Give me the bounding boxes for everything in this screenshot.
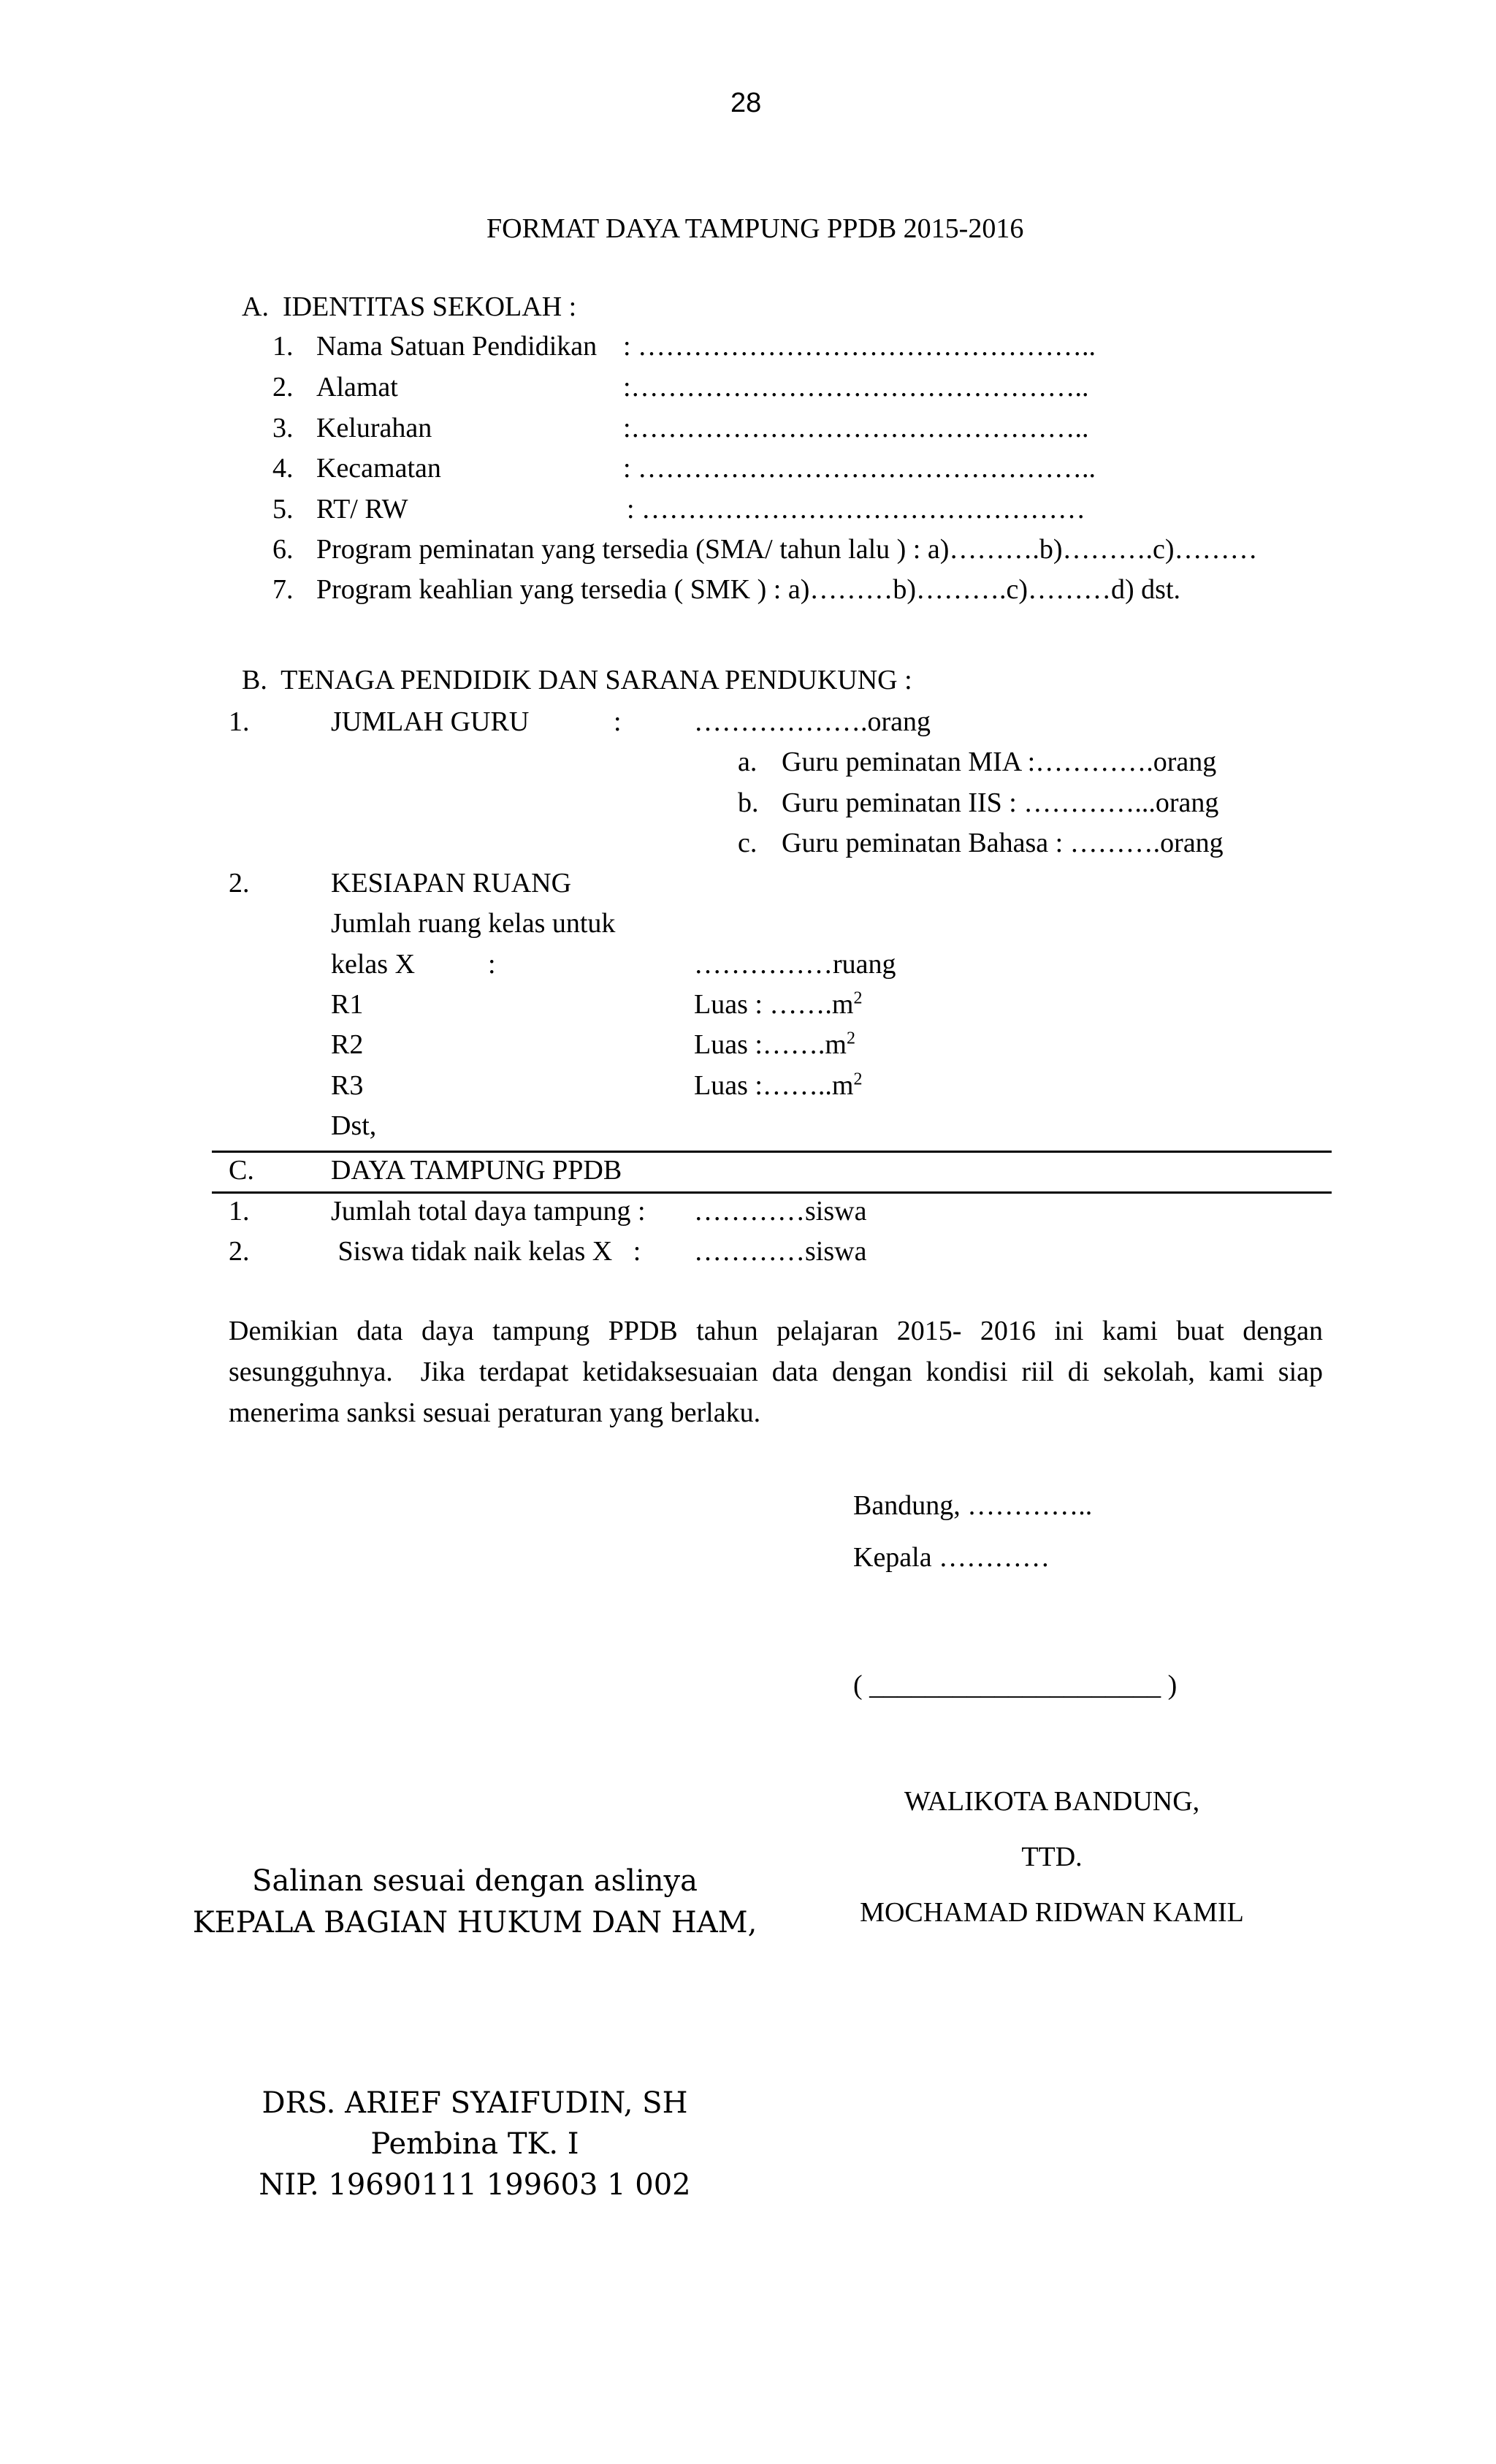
- room-name: R2: [331, 1029, 364, 1060]
- list-item-number: 2.: [272, 372, 294, 403]
- closing-line: sesungguhnya. Jika terdapat ketidaksesuaian data dengan kondisi riil di sekolah, kami siap: [229, 1357, 1323, 1387]
- guru-sub-letter: b.: [738, 787, 759, 818]
- guru-value: ……………….orang: [694, 706, 931, 737]
- table-row-value: …………siswa: [694, 1196, 867, 1227]
- table-row-label: Jumlah total daya tampung :: [331, 1196, 646, 1227]
- walikota-ttd: TTD.: [1021, 1842, 1083, 1872]
- room-dst: Dst,: [331, 1110, 377, 1141]
- table-header-rule: [212, 1191, 1332, 1194]
- section-c-heading: DAYA TAMPUNG PPDB: [331, 1155, 622, 1186]
- section-a-heading: A. IDENTITAS SEKOLAH :: [242, 291, 577, 322]
- list-item-value: : …………………………………………: [627, 494, 1086, 525]
- ruang-label: KESIAPAN RUANG: [331, 868, 572, 899]
- guru-colon: :: [614, 706, 622, 737]
- list-item-label: Program peminatan yang tersedia (SMA/ tahun lalu ) : a)……….b)……….c)………: [316, 534, 1258, 565]
- list-item-label: Alamat: [316, 372, 398, 403]
- table-row-value: …………siswa: [694, 1236, 867, 1267]
- document-title: FORMAT DAYA TAMPUNG PPDB 2015-2016: [486, 213, 1024, 244]
- salinan-line: Salinan sesuai dengan aslinya: [252, 1864, 698, 1898]
- signature-role: Kepala …………: [853, 1542, 1050, 1573]
- ruang-number: 2.: [229, 868, 250, 899]
- list-item-label: Nama Satuan Pendidikan: [316, 331, 598, 362]
- kelas-value: ……………ruang: [694, 949, 896, 980]
- walikota-name: MOCHAMAD RIDWAN KAMIL: [860, 1897, 1244, 1928]
- kelas-colon: :: [488, 949, 496, 980]
- guru-number: 1.: [229, 706, 250, 737]
- guru-label: JUMLAH GURU: [331, 706, 530, 737]
- closing-line: menerima sanksi sesuai peraturan yang berlaku.: [229, 1397, 761, 1428]
- list-item-value: : …………………………………………..: [623, 453, 1096, 484]
- list-item-value: :…………………………………………..: [623, 372, 1089, 403]
- salinan-nip: NIP. 19690111 199603 1 002: [259, 2168, 691, 2202]
- section-c-letter: C.: [229, 1155, 254, 1186]
- room-name: R3: [331, 1070, 364, 1101]
- room-luas: Luas $:\dots\dots.m^2$: [694, 1029, 855, 1060]
- list-item-value: :…………………………………………..: [623, 413, 1089, 443]
- table-top-rule: [212, 1151, 1332, 1153]
- salinan-name: DRS. ARIEF SYAIFUDIN, SH: [262, 2086, 688, 2120]
- room-name: R1: [331, 989, 364, 1020]
- list-item-label: RT/ RW: [316, 494, 408, 525]
- list-item-label: Kecamatan: [316, 453, 441, 484]
- room-luas: Luas : $\dots\dots.m^2$: [694, 988, 863, 1020]
- closing-line: Demikian data daya tampung PPDB tahun pelajaran 2015- 2016 ini kami buat dengan: [229, 1316, 1323, 1346]
- signature-name-blank: ( _____________________ ): [853, 1670, 1178, 1701]
- list-item-number: 4.: [272, 453, 294, 484]
- guru-sub-letter: a.: [738, 747, 757, 777]
- list-item-number: 7.: [272, 574, 294, 605]
- signature-place: Bandung, …………..: [853, 1490, 1093, 1521]
- table-row-number: 1.: [229, 1196, 250, 1227]
- list-item-number: 6.: [272, 534, 294, 565]
- kelas-label: kelas X: [331, 949, 416, 980]
- list-item-number: 3.: [272, 413, 294, 443]
- list-item-label: Kelurahan: [316, 413, 432, 443]
- walikota-title: WALIKOTA BANDUNG,: [904, 1786, 1200, 1817]
- list-item-value: : …………………………………………..: [623, 331, 1096, 362]
- list-item-number: 5.: [272, 494, 294, 525]
- salinan-rank: Pembina TK. I: [370, 2127, 579, 2161]
- table-row-number: 2.: [229, 1236, 250, 1267]
- guru-sub-text: Guru peminatan MIA :………….orang: [782, 747, 1217, 777]
- list-item-number: 1.: [272, 331, 294, 362]
- guru-sub-text: Guru peminatan IIS : …………...orang: [782, 787, 1219, 818]
- guru-sub-text: Guru peminatan Bahasa : ……….orang: [782, 828, 1224, 858]
- guru-sub-letter: c.: [738, 828, 757, 858]
- page-number: 28: [730, 88, 762, 118]
- salinan-department: KEPALA BAGIAN HUKUM DAN HAM,: [192, 1906, 757, 1939]
- table-row-label: Siswa tidak naik kelas X :: [331, 1236, 641, 1267]
- section-b-heading: B. TENAGA PENDIDIK DAN SARANA PENDUKUNG :: [242, 665, 912, 695]
- list-item-label: Program keahlian yang tersedia ( SMK ) : a)………b)……….c)………d) dst.: [316, 574, 1181, 605]
- ruang-line: Jumlah ruang kelas untuk: [331, 908, 616, 939]
- room-luas: Luas $:\dots\dots..m^2$: [694, 1069, 863, 1101]
